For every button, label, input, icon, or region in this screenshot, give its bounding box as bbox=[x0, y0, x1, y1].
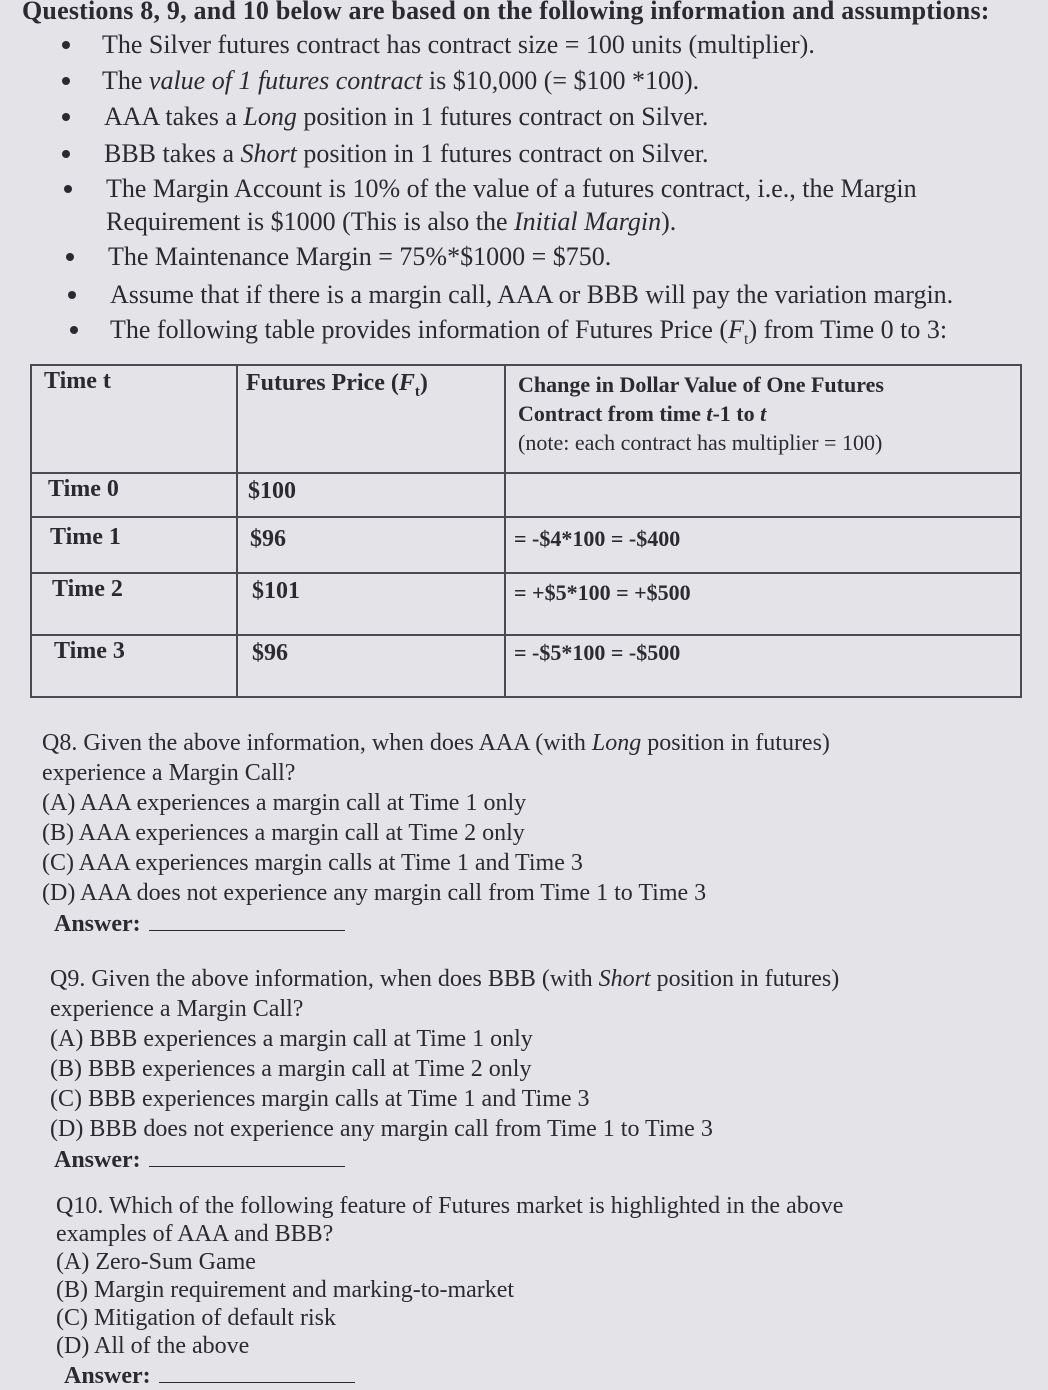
row-change: = -$4*100 = -$400 bbox=[514, 526, 681, 551]
table-border-bottom bbox=[30, 696, 1022, 698]
header-change: Change in Dollar Value of One Futures Contract from time t-1 to t (note: each contract has multiplier = 100) bbox=[518, 372, 884, 455]
bullet-dot bbox=[64, 185, 72, 193]
row-price: $101 bbox=[252, 578, 300, 604]
answer-option: (A) BBB experiences a margin call at Time 1 only bbox=[50, 1026, 533, 1052]
bullet-text: The following table provides information of Futures Price $(F_t)$ from Time 0 to 3: bbox=[110, 315, 948, 349]
bullet-text: The Maintenance Margin = 75%*$1000 = $750. bbox=[108, 242, 612, 271]
bullet-text: The value of 1 futures contract is $10,000 (= $100 *100). bbox=[102, 66, 700, 95]
header-time: Time t bbox=[44, 368, 111, 394]
bullet-dot bbox=[62, 113, 70, 121]
row-change: = -$5*100 = -$500 bbox=[514, 640, 681, 665]
row-time: Time 3 bbox=[54, 638, 125, 664]
bullet-dot bbox=[70, 326, 78, 334]
row-price: $96 bbox=[250, 526, 286, 552]
header-futures-price: Futures Price $(F_t)$ bbox=[246, 370, 428, 400]
answer-option: (A) AAA experiences a margin call at Time 1 only bbox=[42, 790, 527, 816]
bullet-dot bbox=[62, 41, 70, 49]
bullet-text: BBB takes a Short position in 1 futures contract on Silver. bbox=[104, 139, 709, 168]
bullet-text: The Margin Account is 10% of the value of a futures contract, i.e., the Margin Requirement is $1000 (This is also the Initial Margin). bbox=[106, 174, 917, 236]
row-time: Time 0 bbox=[48, 476, 119, 502]
bullet-dot bbox=[66, 253, 74, 261]
table-rule bbox=[30, 572, 1022, 574]
answer-option: (C) AAA experiences margin calls at Time 1 and Time 3 bbox=[42, 850, 583, 876]
section-heading: Questions 8, 9, and 10 below are based on the following information and assumptions: bbox=[22, 0, 990, 25]
bullet-dot bbox=[62, 150, 70, 158]
row-price: $96 bbox=[252, 640, 288, 666]
answer-option: (D) BBB does not experience any margin call from Time 1 to Time 3 bbox=[50, 1116, 713, 1142]
row-time: Time 1 bbox=[50, 524, 121, 550]
answer-option: (B) Margin requirement and marking-to-market bbox=[56, 1277, 515, 1303]
bullet-text: AAA takes a Long position in 1 futures contract on Silver. bbox=[104, 102, 709, 131]
table-border-right bbox=[1020, 364, 1022, 698]
row-change: = +$5*100 = +$500 bbox=[514, 580, 691, 605]
futures-price-table bbox=[30, 364, 1022, 698]
answer-option: (C) Mitigation of default risk bbox=[56, 1305, 336, 1331]
bullet-text: Assume that if there is a margin call, AAA or BBB will pay the variation margin. bbox=[110, 280, 954, 309]
bullet-text: The Silver futures contract has contract size = 100 units (multiplier). bbox=[102, 30, 815, 59]
table-col-rule bbox=[236, 364, 238, 698]
table-rule bbox=[30, 634, 1022, 636]
question-10: Q10. Which of the following feature of Futures market is highlighted in the above examples of AAA and BBB? (A) Zero-Sum Game (B) Margin requirement and marking-to-market (C) Mitigation of default risk (D) All of the above Answer: bbox=[56, 1193, 844, 1389]
answer-label: Answer: bbox=[64, 1363, 151, 1389]
answer-label: Answer: bbox=[54, 911, 141, 937]
question-8: Q8. Given the above information, when does AAA (with Long position in futures) experience a Margin Call? (A) AAA experiences a margin call at Time 1 only (B) AAA experiences a margin call at Time 2 only (C) AAA experiences margin calls at Time 1 and Time 3 (D) AAA does not experience any margin call from Time 1 to Time 3 Answer: bbox=[42, 728, 1006, 939]
row-time: Time 2 bbox=[52, 576, 123, 602]
answer-option: (C) BBB experiences margin calls at Time 1 and Time 3 bbox=[50, 1086, 590, 1112]
table-rule bbox=[30, 516, 1022, 518]
answer-option: (B) BBB experiences a margin call at Time 2 only bbox=[50, 1056, 532, 1082]
answer-option: (D) AAA does not experience any margin call from Time 1 to Time 3 bbox=[42, 880, 707, 906]
bullet-dot bbox=[68, 291, 76, 299]
answer-blank[interactable] bbox=[149, 1144, 345, 1167]
answer-blank[interactable] bbox=[149, 908, 345, 931]
table-rule bbox=[30, 472, 1022, 474]
answer-blank[interactable] bbox=[159, 1360, 355, 1383]
answer-option: (D) All of the above bbox=[56, 1333, 250, 1359]
table-border-left bbox=[30, 364, 32, 698]
answer-label: Answer: bbox=[54, 1147, 141, 1173]
answer-option: (B) AAA experiences a margin call at Time 2 only bbox=[42, 820, 525, 846]
answer-option: (A) Zero-Sum Game bbox=[56, 1249, 256, 1275]
question-9: Q9. Given the above information, when does BBB (with Short position in futures) experience a Margin Call? (A) BBB experiences a margin call at Time 1 only (B) BBB experiences a margin call at Time 2 only (C) BBB experiences margin calls at Time 1 and Time 3 (D) BBB does not experience any margin call from Time 1 to Time 3 Answer: bbox=[50, 966, 840, 1173]
row-price: $100 bbox=[248, 478, 296, 504]
table-border-top bbox=[30, 364, 1022, 366]
bullet-dot bbox=[62, 77, 70, 85]
table-col-rule bbox=[504, 364, 506, 698]
